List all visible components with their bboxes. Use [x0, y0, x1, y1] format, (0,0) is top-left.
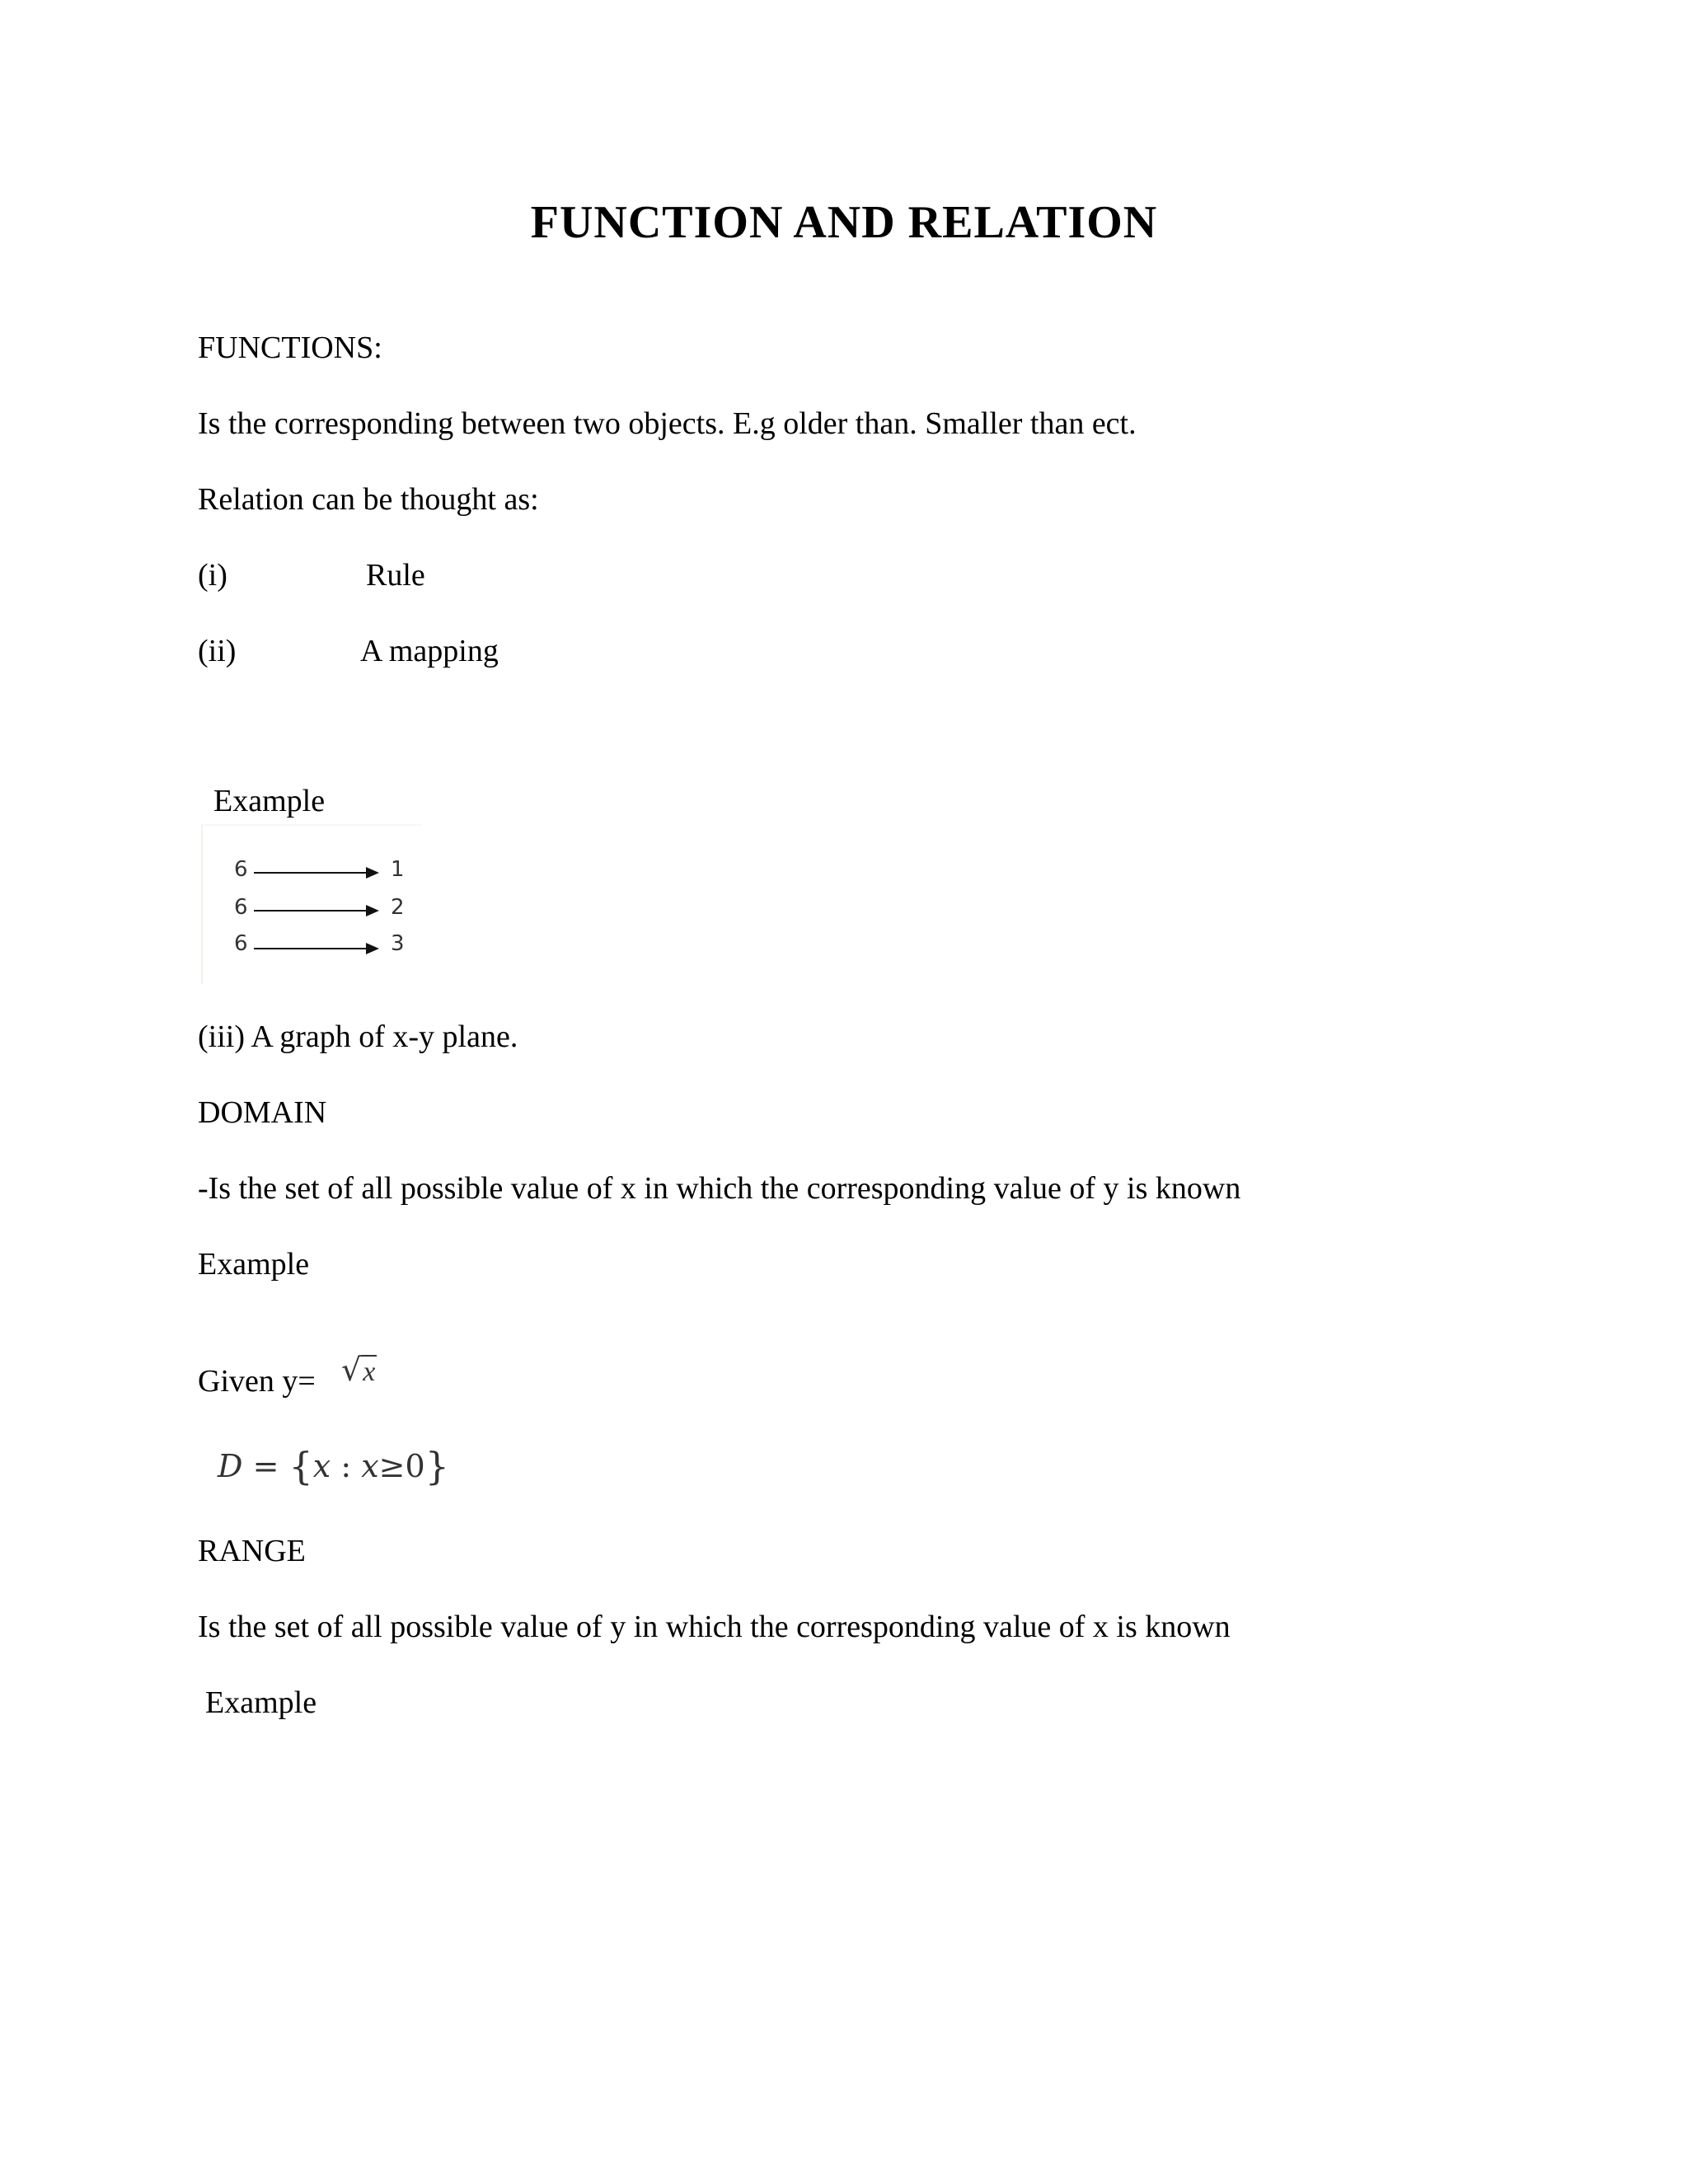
functions-definition: Is the corresponding between two objects. E.g older than. Smaller than ect.: [198, 406, 1137, 441]
radicand: x: [363, 1357, 376, 1387]
close-brace: }: [424, 1444, 449, 1488]
list-item-text: A mapping: [360, 634, 499, 668]
list-item-marker: (i): [198, 558, 227, 593]
given-label: Given y=: [198, 1364, 316, 1399]
domain-heading: DOMAIN: [198, 1095, 327, 1130]
mapping-arrow: [254, 910, 368, 912]
example-label: Example: [213, 784, 326, 818]
domain-set-expression: [218, 1444, 449, 1488]
list-item-iii: (iii) A graph of x-y plane.: [198, 1019, 518, 1054]
radical-icon: √: [341, 1352, 362, 1388]
example-label: Example: [205, 1685, 317, 1720]
set-separator: :: [340, 1448, 352, 1484]
arrow-head-icon: [366, 867, 379, 879]
list-item-text: Rule: [366, 558, 425, 593]
page-title: FUNCTION AND RELATION: [530, 197, 1158, 248]
mapping-to-value: 2: [391, 895, 405, 920]
range-heading: RANGE: [198, 1534, 306, 1568]
arrow-head-icon: [366, 905, 379, 916]
mapping-diagram: [201, 824, 421, 984]
mapping-to-value: 1: [391, 857, 405, 882]
mapping-from-value: 6: [234, 895, 248, 920]
condition-variable: x: [361, 1448, 379, 1484]
example-label: Example: [198, 1247, 310, 1282]
sqrt-expression: [341, 1352, 377, 1388]
range-definition: Is the set of all possible value of y in which the corresponding value of x is known: [198, 1610, 1231, 1644]
list-item-marker: (ii): [198, 634, 237, 668]
mapping-arrow: [254, 872, 368, 874]
relation-symbol: ≥: [378, 1448, 406, 1484]
domain-definition: -Is the set of all possible value of x in which the corresponding value of y is known: [198, 1171, 1241, 1206]
relation-intro: Relation can be thought as:: [198, 482, 539, 517]
mapping-from-value: 6: [234, 857, 248, 882]
open-brace: {: [288, 1444, 313, 1488]
mapping-arrow: [254, 948, 368, 949]
set-name: D: [218, 1448, 243, 1484]
arrow-head-icon: [366, 943, 379, 954]
set-variable: x: [312, 1448, 331, 1484]
mapping-to-value: 3: [391, 931, 405, 956]
equals-sign: =: [252, 1448, 279, 1484]
functions-heading: FUNCTIONS:: [198, 330, 382, 365]
mapping-from-value: 6: [234, 931, 248, 956]
condition-bound: 0: [405, 1448, 425, 1484]
